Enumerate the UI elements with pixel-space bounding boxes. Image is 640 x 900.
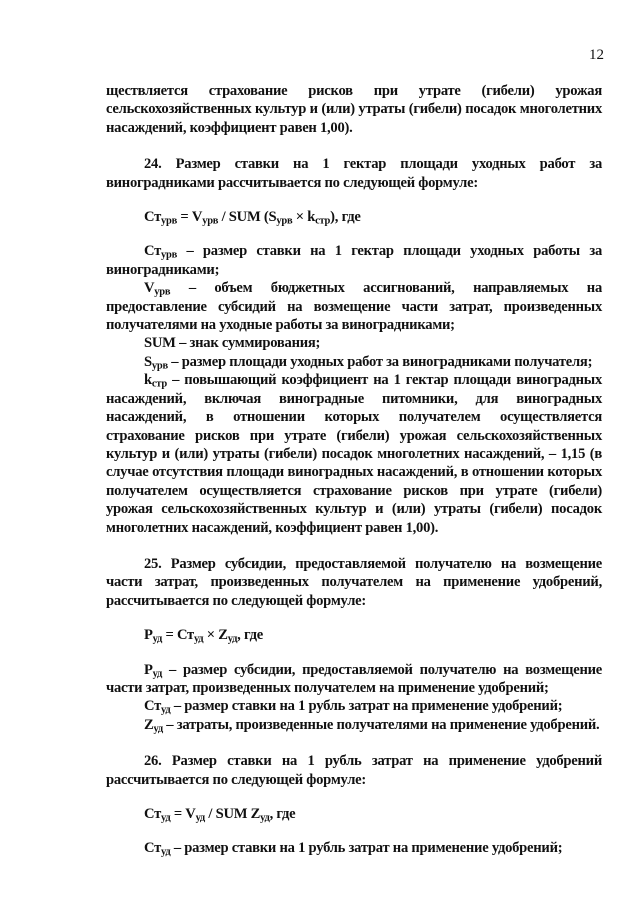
paragraph-25: 25. Размер субсидии, предоставляемой получателю на возмещение части затрат, произведенных получателем на применение удобрений, рассчитывается по следующей формуле: — [106, 555, 602, 609]
formula-26: $Ст_{уд} = V_{уд}$ / SUM $Z_{уд}$, где — [144, 806, 296, 824]
definition-s-urv: $S_{урв}$ – размер площади уходных работ за виноградниками получателя; — [144, 353, 593, 372]
definition-v-urv: $V_{урв}$ – объем бюджетных ассигнований, направляемых на предоставление субсидий на возмещение части затрат, произведенных получателями на уходные работы за виноградниками; — [106, 280, 602, 334]
definition-st-urv: $Ст_{урв}$ – размер ставки на 1 гектар площади уходных работы за виноградниками; — [106, 243, 602, 278]
document-body — [106, 82, 602, 858]
paragraph-26: 26. Размер ставки на 1 рубль затрат на применение удобрений рассчитывается по следующей формуле: — [106, 753, 602, 788]
paragraph-continuation: ществляется страхование рисков при утрате (гибели) урожая сельскохозяйственных культур и (или) утраты (гибели) посадок многолетних насаждений, коэффициент равен 1,00). — [106, 83, 602, 136]
definition-z-ud: $Z_{уд}$ – затраты, произведенные получателями на применение удобрений. — [144, 716, 600, 735]
definition-sum: SUM – знак суммирования; — [144, 335, 321, 352]
formula-25: $P_{уд} = Ст_{уд} \times Z_{уд}$, где — [144, 627, 263, 645]
paragraph-24: 24. Размер ставки на 1 гектар площади уходных работ за виноградниками рассчитывается по следующей формуле: — [106, 156, 602, 191]
definition-st-ud: $Ст_{уд}$ – размер ставки на 1 рубль затрат на применение удобрений; — [144, 698, 563, 716]
definition-p-ud: $P_{уд}$ – размер субсидии, предоставляемой получателю на возмещение части затрат, произведенных получателем на применение удобрений; — [106, 661, 602, 696]
definition-st-ud-26: $Ст_{уд}$ – размер ставки на 1 рубль затрат на применение удобрений; — [144, 840, 563, 859]
definition-k-str: $k_{стр}$ – повышающий коэффициент на 1 гектар площади виноградных насаждений, включая виноградные питомники, для виноградных насаждений, в отношении которых получателем осуществляется страхование рисков при утрате (гибели) урожая сельскохозяйственных культур и (или) утраты (гибели) посадок многолетних насаждений, – 1,15 (в случае отсутствия площади виноградных насаждений, в отношении которых получателем осуществляется страхование рисков при утрате (гибели) урожая сельскохозяйственных культур и (или) утраты (гибели) посадок многолетних насаждений, коэффициент равен 1,00). — [106, 372, 602, 536]
page-number: 12 — [589, 47, 604, 63]
formula-24: $Ст_{урв} = V_{урв}$ / SUM $(S_{урв} \times k_{стр})$, где — [144, 209, 361, 227]
